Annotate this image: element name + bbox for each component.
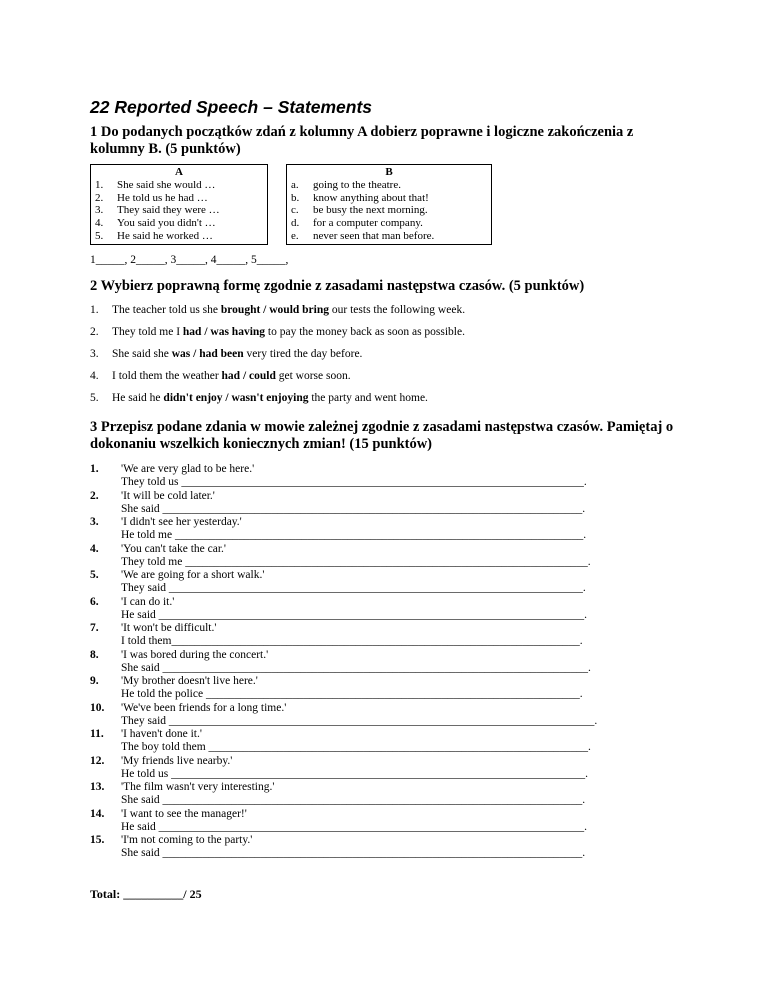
question-number: 13. <box>90 781 105 793</box>
question-text <box>112 369 351 383</box>
question-number: 3. <box>90 348 99 360</box>
answer-line: They said ________________________________________________________________________. <box>121 582 586 595</box>
column-b-list <box>291 179 487 243</box>
item-number: e. <box>291 229 299 242</box>
column-b-item <box>291 192 487 205</box>
section2-heading: 2 Wybierz poprawną formę zgodnie z zasadami następstwa czasów. (5 punktów) <box>90 278 585 294</box>
item-text: going to the theatre. <box>313 178 401 191</box>
direct-speech-sentence: 'You can't take the car.' <box>121 542 227 555</box>
answer-line: He said __________________________________________________________________________. <box>121 608 588 621</box>
question-number: 5. <box>90 569 99 581</box>
question-text <box>112 325 465 339</box>
column-a-box <box>90 164 268 245</box>
question-body <box>121 834 680 861</box>
question-text-end: to pay the money back as soon as possible. <box>265 326 465 338</box>
column-b-item <box>291 179 487 192</box>
choice-question <box>90 391 680 405</box>
section2-list <box>90 303 680 405</box>
choice-options: didn't enjoy / wasn't enjoying <box>163 392 309 404</box>
direct-speech-sentence: 'It won't be difficult.' <box>121 622 217 634</box>
direct-speech-sentence: 'My friends live nearby.' <box>121 754 233 767</box>
direct-speech-sentence: 'I was bored during the concert.' <box>121 648 269 661</box>
choice-options: had / could <box>221 370 276 382</box>
question-body <box>121 675 680 702</box>
question-text <box>112 303 465 317</box>
question-body <box>121 516 680 543</box>
question-body <box>121 702 680 729</box>
direct-speech-sentence: 'I haven't done it.' <box>121 728 202 740</box>
question-text-start: She said she <box>112 348 172 360</box>
answer-line: She said _________________________________________________________________________. <box>121 502 586 515</box>
question-body <box>121 808 680 835</box>
rewrite-question <box>90 569 680 596</box>
question-number: 6. <box>90 595 99 608</box>
question-text-start: I told them the weather <box>112 370 222 382</box>
question-body <box>121 728 680 755</box>
question-number: 4. <box>90 370 99 382</box>
choice-options: was / had been <box>171 348 244 360</box>
question-text <box>112 391 428 405</box>
item-number: a. <box>291 178 299 191</box>
answer-line: They told me ______________________________________________________________________. <box>121 555 591 568</box>
column-b-item <box>291 204 487 217</box>
answer-line: They said __________________________________________________________________________. <box>121 714 598 727</box>
column-a-heading: A <box>175 166 183 178</box>
question-body <box>121 781 680 808</box>
question-text-start: The teacher told us she <box>112 304 221 316</box>
question-body <box>121 622 680 649</box>
rewrite-question <box>90 675 680 702</box>
choice-question <box>90 325 680 339</box>
question-number: 8. <box>90 648 99 661</box>
answer-line: He told us ________________________________________________________________________. <box>121 767 589 780</box>
choice-options: had / was having <box>182 326 266 338</box>
rewrite-question <box>90 516 680 543</box>
question-number: 2. <box>90 326 99 338</box>
question-text-end: our tests the following week. <box>329 304 466 316</box>
direct-speech-sentence: 'I didn't see her yesterday.' <box>121 516 242 528</box>
question-number: 2. <box>90 489 99 502</box>
question-body <box>121 755 680 782</box>
rewrite-question <box>90 808 680 835</box>
question-number: 5. <box>90 392 99 404</box>
rewrite-question <box>90 755 680 782</box>
question-number: 15. <box>90 834 105 846</box>
item-number: 4. <box>95 217 104 230</box>
item-text: He told us he had … <box>117 191 208 204</box>
item-number: d. <box>291 217 300 230</box>
question-text-end: the party and went home. <box>308 392 428 404</box>
choice-question <box>90 303 680 317</box>
column-b-box <box>286 164 492 245</box>
matching-boxes <box>90 164 680 250</box>
item-number: 2. <box>95 191 104 204</box>
direct-speech-sentence: 'It will be cold later.' <box>121 489 215 502</box>
total-score: Total: __________/ 25 <box>90 887 202 901</box>
rewrite-question <box>90 702 680 729</box>
item-text: for a computer company. <box>313 217 423 230</box>
choice-options: brought / would bring <box>220 304 330 316</box>
matching-answer-line: 1_____, 2_____, 3_____, 4_____, 5_____, <box>90 254 289 266</box>
column-a-item <box>95 204 263 217</box>
question-number: 11. <box>90 728 104 740</box>
rewrite-question <box>90 463 680 490</box>
question-text-start: He said he <box>112 392 164 404</box>
rewrite-question <box>90 622 680 649</box>
answer-line: The boy told them __________________________________________________________________. <box>121 741 591 754</box>
question-number: 10. <box>90 701 105 714</box>
direct-speech-sentence: 'We've been friends for a long time.' <box>121 701 287 714</box>
rewrite-question <box>90 728 680 755</box>
item-text: They said they were … <box>117 204 220 217</box>
question-text <box>112 347 362 361</box>
answer-line: She said _________________________________________________________________________. <box>121 794 586 807</box>
item-text: He said he worked … <box>117 229 213 242</box>
item-text: be busy the next morning. <box>313 204 428 217</box>
answer-line: She said _________________________________________________________________________. <box>121 847 586 860</box>
answer-line: She said __________________________________________________________________________. <box>121 661 591 674</box>
item-number: c. <box>291 204 299 217</box>
answer-line: He told me _______________________________________________________________________. <box>121 529 587 542</box>
item-number: b. <box>291 191 300 204</box>
column-a-item <box>95 230 263 243</box>
item-number: 5. <box>95 229 104 242</box>
page-title: 22 Reported Speech – Statements <box>90 97 373 117</box>
question-number: 4. <box>90 542 99 555</box>
rewrite-question <box>90 649 680 676</box>
question-text-start: They told me I <box>112 326 183 338</box>
question-body <box>121 649 680 676</box>
rewrite-question <box>90 543 680 570</box>
question-number: 3. <box>90 516 99 528</box>
rewrite-question <box>90 596 680 623</box>
column-a-item <box>95 179 263 192</box>
section3-list <box>90 463 680 861</box>
answer-line: He told the police _________________________________________________________________. <box>121 688 583 701</box>
question-number: 14. <box>90 807 105 820</box>
worksheet <box>90 97 680 861</box>
question-number: 1. <box>90 304 99 316</box>
column-b-heading: B <box>385 166 393 178</box>
column-b-item <box>291 217 487 230</box>
question-body <box>121 596 680 623</box>
column-b-item <box>291 230 487 243</box>
column-a-item <box>95 192 263 205</box>
question-body <box>121 569 680 596</box>
item-number: 3. <box>95 204 104 217</box>
question-text-end: get worse soon. <box>275 370 351 382</box>
item-text: know anything about that! <box>313 191 429 204</box>
item-text: You said you didn't … <box>117 217 216 230</box>
question-body <box>121 543 680 570</box>
answer-line: They told us ______________________________________________________________________. <box>121 476 587 489</box>
section1-heading: 1 Do podanych początków zdań z kolumny A dobierz poprawne i logiczne zakończenia z kolumny B. (5 punktów) <box>90 124 634 157</box>
question-body <box>121 490 680 517</box>
choice-question <box>90 347 680 361</box>
question-number: 12. <box>90 754 105 767</box>
direct-speech-sentence: 'We are going for a short walk.' <box>121 569 265 581</box>
direct-speech-sentence: 'I want to see the manager!' <box>121 807 247 820</box>
item-number: 1. <box>95 178 104 191</box>
question-number: 1. <box>90 463 99 475</box>
column-a-item <box>95 217 263 230</box>
direct-speech-sentence: 'The film wasn't very interesting.' <box>121 781 275 793</box>
rewrite-question <box>90 781 680 808</box>
rewrite-question <box>90 834 680 861</box>
question-text-end: very tired the day before. <box>243 348 363 360</box>
item-text: She said she would … <box>117 178 216 191</box>
answer-line: He said __________________________________________________________________________. <box>121 820 588 833</box>
direct-speech-sentence: 'We are very glad to be here.' <box>121 463 255 475</box>
question-body <box>121 463 680 490</box>
section3-heading: 3 Przepisz podane zdania w mowie zależnej zgodnie z zasadami następstwa czasów. Pamiętaj o dokonaniu wszelkich koniecznych zmian! (15 punktów) <box>90 419 674 452</box>
choice-question <box>90 369 680 383</box>
item-text: never seen that man before. <box>313 229 435 242</box>
direct-speech-sentence: 'I'm not coming to the party.' <box>121 834 253 846</box>
direct-speech-sentence: 'I can do it.' <box>121 595 175 608</box>
column-a-list <box>95 179 263 243</box>
direct-speech-sentence: 'My brother doesn't live here.' <box>121 675 258 687</box>
rewrite-question <box>90 490 680 517</box>
answer-line: I told them_______________________________________________________________________. <box>121 635 583 648</box>
question-number: 7. <box>90 622 99 634</box>
question-number: 9. <box>90 675 99 687</box>
